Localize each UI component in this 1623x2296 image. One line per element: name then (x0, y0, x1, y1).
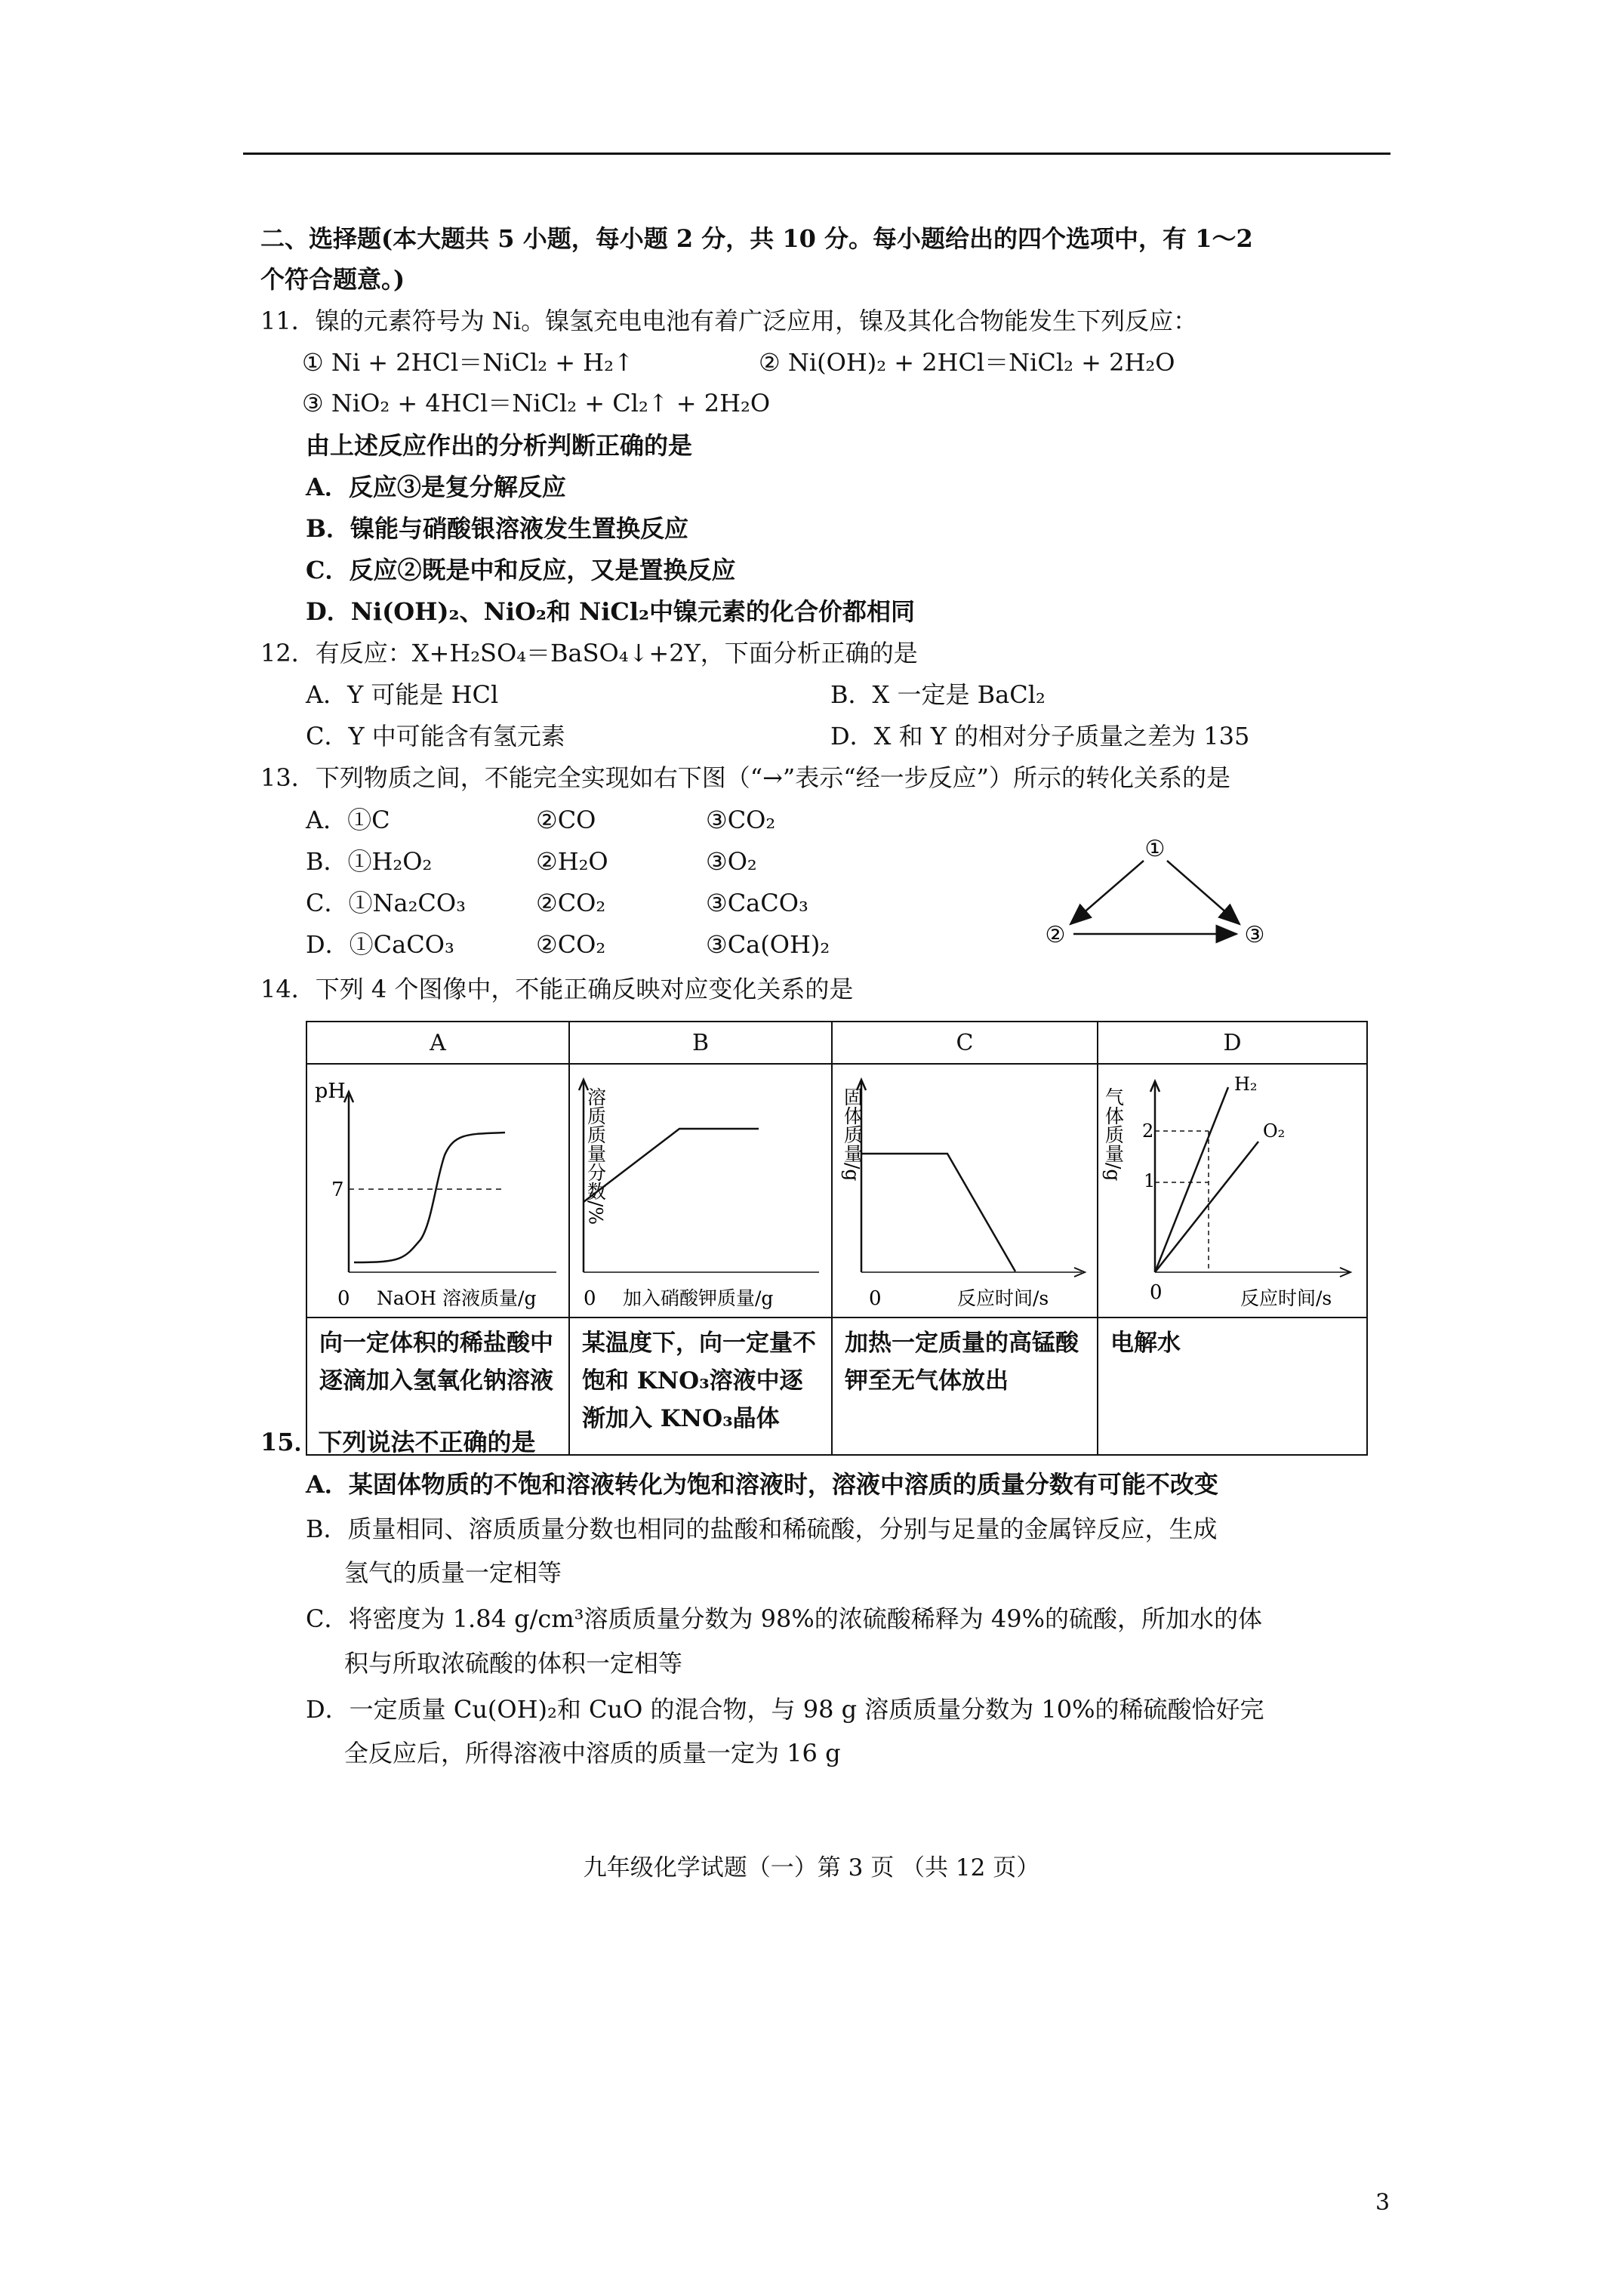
q14-description-d: 电解水 (1098, 1318, 1367, 1455)
q14-header-b: B (569, 1022, 832, 1064)
q15-option-b-line2: 氢气的质量一定相等 (344, 1558, 562, 1587)
graph-d-origin: 0 (1150, 1281, 1163, 1304)
q13-option-b-third: ③O₂ (706, 847, 757, 876)
q13-option-c-third: ③CaCO₃ (706, 889, 808, 917)
q11-prompt: 由上述反应作出的分析判断正确的是 (306, 431, 693, 460)
graph-d-ylabel: 气体质量/g (1102, 1087, 1125, 1182)
page-number: 3 (1375, 2190, 1390, 2216)
arrow-1-to-2 (1070, 861, 1144, 924)
diagram-node-3: ③ (1244, 922, 1265, 948)
q11-reaction1: ① Ni + 2HCl＝NiCl₂ + H₂↑ (302, 348, 634, 377)
q14-description-c: 加热一定质量的高锰酸钾至无气体放出 (832, 1318, 1098, 1455)
q12-option-c: C．Y 中可能含有氢元素 (306, 722, 565, 750)
q11-reaction2: ② Ni(OH)₂ + 2HCl＝NiCl₂ + 2H₂O (759, 348, 1175, 377)
q11-reaction3: ③ NiO₂ + 4HCl＝NiCl₂ + Cl₂↑ + 2H₂O (302, 389, 771, 418)
q14-graph-c (833, 1065, 1095, 1314)
diagram-node-1: ① (1144, 836, 1166, 862)
graph-c-ylabel: 固体质量/g (841, 1087, 864, 1182)
q13-option-d-third: ③Ca(OH)₂ (706, 930, 830, 959)
q11-option-a: A．反应③是复分解反应 (306, 473, 566, 501)
q14-graph-d-cell (1098, 1064, 1367, 1318)
q13-option-a-third: ③CO₂ (706, 806, 776, 834)
q14-graph-a (307, 1065, 567, 1314)
q15-option-a: A．某固体物质的不饱和溶液转化为饱和溶液时，溶液中溶质的质量分数有可能不改变 (306, 1470, 1218, 1499)
q14-graph-b-cell (569, 1064, 832, 1318)
page-footer: 九年级化学试题（一）第 3 页 （共 12 页） (583, 1854, 1040, 1881)
q12-option-b: B．X 一定是 BaCl₂ (830, 680, 1046, 709)
q15-option-d-line1: D．一定质量 Cu(OH)₂和 CuO 的混合物，与 98 g 溶质质量分数为 10%的稀硫酸恰好完 (306, 1695, 1264, 1724)
q13-option-c-first: C．①Na₂CO₃ (306, 889, 466, 917)
q12-stem: 12．有反应：X+H₂SO₄＝BaSO₄↓+2Y，下面分析正确的是 (260, 639, 918, 667)
q11-option-c: C．反应②既是中和反应，又是置换反应 (306, 556, 736, 584)
q13-option-d-second: ②CO₂ (536, 930, 606, 959)
graph-b-origin: 0 (584, 1287, 596, 1310)
q14-header-a: A (306, 1022, 569, 1064)
graph-b-ylabel: 溶质质量分数/% (584, 1087, 607, 1225)
graph-a-ylabel: pH (315, 1080, 346, 1103)
section-header-line2: 个符合题意。) (260, 265, 405, 294)
q14-graph-b (570, 1065, 830, 1314)
q15-option-c-line1: C．将密度为 1.84 g/cm³溶质质量分数为 98%的浓硫酸稀释为 49%的硫酸，所加水的体 (306, 1604, 1263, 1633)
graph-a-curve (354, 1133, 505, 1262)
q14-graph-d (1098, 1065, 1365, 1314)
q14-stem: 14．下列 4 个图像中，不能正确反映对应变化关系的是 (260, 975, 854, 1003)
graph-d-series-o2: O₂ (1263, 1120, 1286, 1142)
q11-stem: 11．镍的元素符号为 Ni。镍氢充电电池有着广泛应用，镍及其化合物能发生下列反应： (260, 307, 1198, 335)
graph-b-line (584, 1129, 759, 1202)
graph-c-xlabel: 反应时间/s (957, 1287, 1049, 1309)
q15-option-c-line2: 积与所取浓硫酸的体积一定相等 (344, 1649, 683, 1678)
q11-option-d: D．Ni(OH)₂、NiO₂和 NiCl₂中镍元素的化合价都相同 (306, 597, 916, 626)
q14-graph-table (306, 1021, 1368, 1456)
q12-option-a: A．Y 可能是 HCl (306, 680, 499, 709)
graph-d-line-h2 (1155, 1087, 1228, 1272)
graph-b-xlabel: 加入硝酸钾质量/g (623, 1287, 774, 1309)
graph-a-xlabel: NaOH 溶液质量/g (377, 1287, 537, 1309)
q14-description-a: 向一定体积的稀盐酸中逐滴加入氢氧化钠溶液 (306, 1318, 569, 1455)
diagram-node-2: ② (1045, 922, 1066, 948)
arrow-1-to-3 (1167, 861, 1240, 924)
q13-option-c-second: ②CO₂ (536, 889, 606, 917)
q15-option-d-line2: 全反应后，所得溶液中溶质的质量一定为 16 g (344, 1739, 841, 1767)
q14-description-b: 某温度下，向一定量不饱和 KNO₃溶液中逐渐加入 KNO₃晶体 (569, 1318, 832, 1455)
q13-stem: 13．下列物质之间，不能完全实现如右下图（“→”表示“经一步反应”）所示的转化关系的是 (260, 763, 1230, 792)
section-header-line1: 二、选择题(本大题共 5 小题，每小题 2 分，共 10 分。每小题给出的四个选项中，有 1～2 (260, 224, 1253, 253)
graph-a-tick-7: 7 (331, 1179, 344, 1201)
q12-option-d: D．X 和 Y 的相对分子质量之差为 135 (830, 722, 1250, 750)
q14-graph-a-cell (306, 1064, 569, 1318)
graph-d-tick-1: 1 (1144, 1170, 1156, 1191)
graph-d-series-h2: H₂ (1234, 1074, 1258, 1095)
q15-stem: 15．下列说法不正确的是 (260, 1428, 536, 1456)
q13-option-d-first: D．①CaCO₃ (306, 930, 454, 959)
q15-option-b-line1: B．质量相同、溶质质量分数也相同的盐酸和稀硫酸，分别与足量的金属锌反应，生成 (306, 1515, 1218, 1543)
q13-option-a-second: ②CO (536, 806, 596, 834)
q13-option-b-first: B．①H₂O₂ (306, 847, 433, 876)
q14-graph-c-cell (832, 1064, 1098, 1318)
q13-transformation-diagram (1034, 829, 1283, 957)
graph-d-xlabel: 反应时间/s (1240, 1287, 1332, 1309)
q11-option-b: B．镍能与硝酸银溶液发生置换反应 (306, 514, 689, 543)
graph-d-line-o2 (1155, 1142, 1258, 1272)
q13-option-b-second: ②H₂O (536, 847, 608, 876)
q14-header-d: D (1098, 1022, 1367, 1064)
header-rule (243, 153, 1390, 155)
q13-option-a-first: A．①C (306, 806, 390, 834)
graph-c-origin: 0 (869, 1287, 882, 1310)
graph-c-line (861, 1154, 1015, 1271)
graph-a-origin: 0 (337, 1287, 350, 1310)
graph-d-tick-2: 2 (1142, 1120, 1154, 1142)
q14-header-c: C (832, 1022, 1098, 1064)
